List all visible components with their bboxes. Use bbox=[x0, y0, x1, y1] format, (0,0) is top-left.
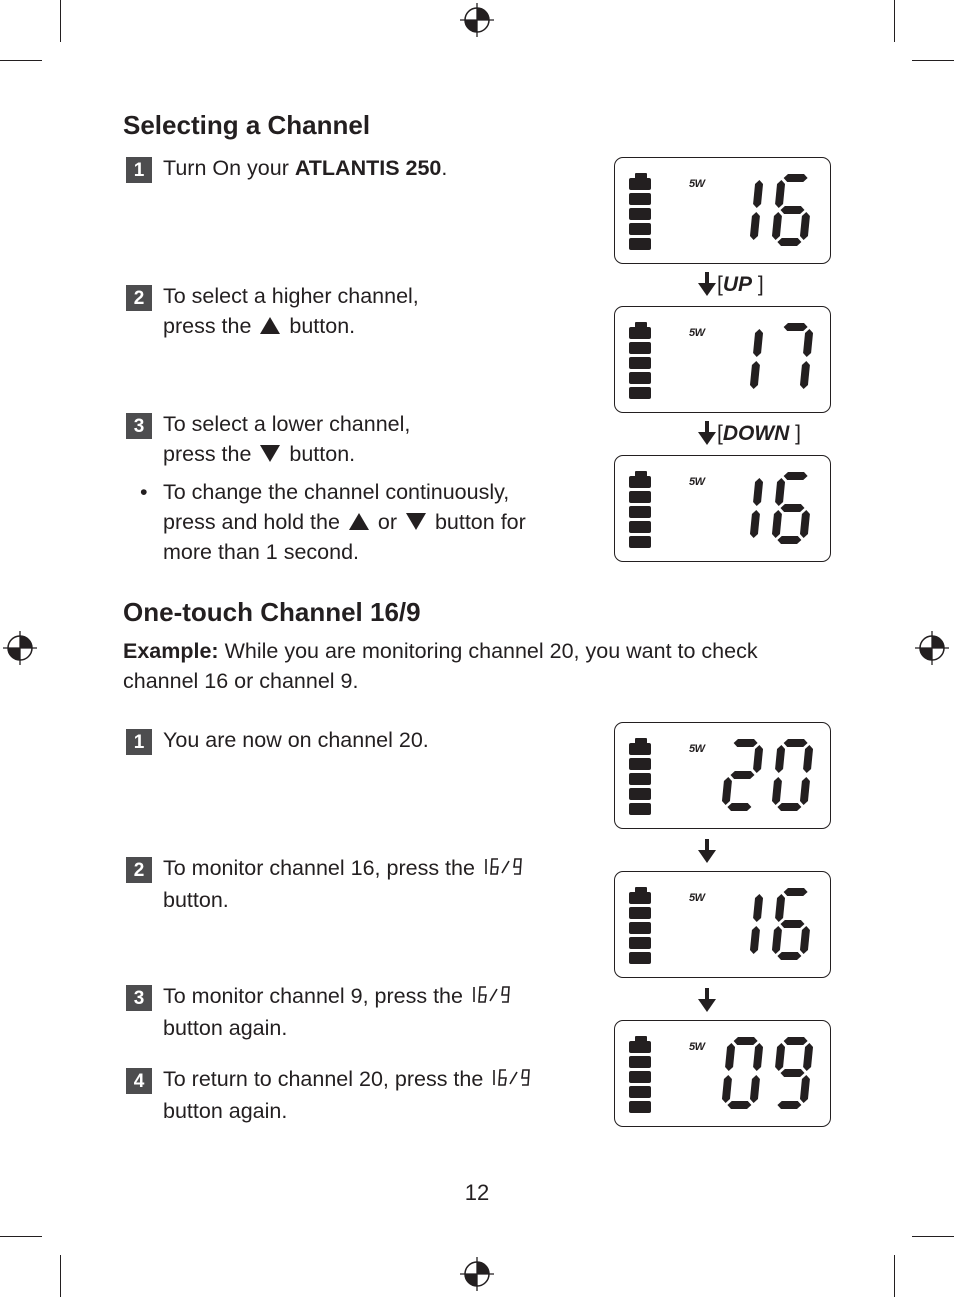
power-indicator: 5W bbox=[689, 1041, 705, 1053]
lcd-segment bbox=[775, 1043, 785, 1071]
step-number-badge: 4 bbox=[126, 1068, 152, 1094]
lcd-segment bbox=[777, 536, 801, 544]
power-indicator: 5W bbox=[689, 476, 705, 488]
lcd-display bbox=[614, 722, 831, 829]
lcd-segment bbox=[781, 504, 805, 512]
down-arrow-button-icon bbox=[260, 445, 280, 462]
channel-digits bbox=[615, 872, 829, 976]
lcd-segment bbox=[750, 510, 760, 538]
power-indicator: 5W bbox=[689, 743, 705, 755]
lcd-digit bbox=[750, 894, 763, 954]
lcd-segment bbox=[750, 926, 760, 954]
crop-mark bbox=[912, 1236, 954, 1237]
lcd-digit bbox=[750, 478, 763, 538]
example-paragraph: Example: While you are monitoring channel 20, you want to check channel 16 or channel 9. bbox=[123, 639, 758, 693]
lcd-display bbox=[614, 157, 831, 264]
down-arrow-icon bbox=[697, 420, 717, 446]
lcd-segment bbox=[803, 329, 813, 357]
lcd-digit bbox=[722, 739, 763, 811]
step-text: To select a higher channel, press the button. bbox=[163, 284, 419, 338]
section-title-selecting-channel: Selecting a Channel bbox=[123, 110, 371, 140]
step-number-badge: 1 bbox=[126, 157, 152, 183]
crop-mark bbox=[894, 1255, 895, 1297]
lcd-segment bbox=[784, 472, 808, 480]
lcd-segment bbox=[753, 894, 763, 922]
lcd-digit bbox=[722, 1037, 763, 1109]
lcd-digit bbox=[772, 739, 813, 811]
page-number: 12 bbox=[464, 1180, 490, 1205]
transition-up-label: [UP ] bbox=[697, 271, 764, 297]
channel-digits bbox=[615, 158, 829, 262]
bullet-text: To change the channel continuously, press and hold the or button for more than 1 second. bbox=[163, 480, 526, 564]
16-9-button-icon bbox=[483, 855, 529, 885]
lcd-segment bbox=[772, 212, 782, 240]
down-arrow-icon bbox=[697, 271, 717, 297]
lcd-segment bbox=[781, 920, 805, 928]
lcd-segment bbox=[800, 926, 810, 954]
lcd-digit bbox=[750, 180, 763, 240]
power-indicator: 5W bbox=[689, 892, 705, 904]
down-arrow-icon bbox=[697, 987, 717, 1013]
lcd-display bbox=[614, 1020, 831, 1127]
lcd-display bbox=[614, 455, 831, 562]
lcd-segment bbox=[753, 1043, 763, 1071]
power-indicator: 5W bbox=[689, 327, 705, 339]
crop-mark bbox=[912, 60, 954, 61]
down-arrow-icon bbox=[697, 838, 717, 864]
lcd-segment bbox=[784, 739, 808, 747]
lcd-segment bbox=[781, 1069, 805, 1077]
lcd-segment bbox=[775, 745, 785, 773]
up-arrow-button-icon bbox=[349, 513, 369, 530]
lcd-segment bbox=[772, 926, 782, 954]
registration-mark-right bbox=[914, 630, 950, 666]
lcd-segment bbox=[803, 745, 813, 773]
lcd-digit bbox=[772, 174, 810, 246]
lcd-segment bbox=[777, 1101, 801, 1109]
lcd-digit bbox=[772, 472, 810, 544]
lcd-segment bbox=[725, 1043, 735, 1071]
step-text: To monitor channel 9, press the button again. bbox=[163, 981, 519, 1043]
lcd-segment bbox=[800, 212, 810, 240]
lcd-segment bbox=[753, 180, 763, 208]
lcd-segment bbox=[750, 1075, 760, 1103]
lcd-segment bbox=[734, 739, 758, 747]
lcd-segment bbox=[800, 510, 810, 538]
lcd-segment bbox=[753, 745, 763, 773]
up-arrow-button-icon bbox=[260, 317, 280, 334]
step-text: You are now on channel 20. bbox=[163, 728, 429, 752]
lcd-segment bbox=[775, 180, 785, 208]
step-number-badge: 3 bbox=[126, 985, 152, 1011]
step-text: To select a lower channel, press the button. bbox=[163, 412, 411, 466]
down-arrow-button-icon bbox=[406, 513, 426, 530]
lcd-segment bbox=[800, 1075, 810, 1103]
step-text: To monitor channel 16, press the button. bbox=[163, 853, 531, 915]
lcd-segment bbox=[781, 206, 805, 214]
lcd-segment bbox=[753, 329, 763, 357]
lcd-segment bbox=[803, 1043, 813, 1071]
step-text: Turn On your ATLANTIS 250. bbox=[163, 156, 448, 180]
lcd-segment bbox=[784, 888, 808, 896]
registration-mark-bottom bbox=[459, 1256, 495, 1292]
lcd-display bbox=[614, 306, 831, 413]
lcd-segment bbox=[722, 777, 732, 805]
channel-digits bbox=[615, 1021, 829, 1125]
lcd-digit bbox=[784, 323, 813, 389]
lcd-segment bbox=[775, 478, 785, 506]
lcd-digit bbox=[750, 329, 763, 389]
transition-down-label: [DOWN ] bbox=[697, 420, 801, 446]
lcd-digit bbox=[772, 888, 810, 960]
power-indicator: 5W bbox=[689, 178, 705, 190]
lcd-segment bbox=[772, 510, 782, 538]
lcd-digit bbox=[775, 1037, 813, 1109]
lcd-segment bbox=[784, 323, 808, 331]
lcd-display bbox=[614, 871, 831, 978]
crop-mark bbox=[60, 0, 61, 42]
step-text: To return to channel 20, press the button again. bbox=[163, 1064, 539, 1126]
lcd-segment bbox=[772, 777, 782, 805]
registration-mark-top bbox=[459, 2, 495, 38]
crop-mark bbox=[60, 1255, 61, 1297]
crop-mark bbox=[0, 60, 42, 61]
lcd-segment bbox=[777, 238, 801, 246]
lcd-segment bbox=[784, 174, 808, 182]
section-title-one-touch: One-touch Channel 16/9 bbox=[123, 597, 421, 627]
lcd-segment bbox=[734, 1037, 758, 1045]
lcd-segment bbox=[775, 894, 785, 922]
crop-mark bbox=[0, 1236, 42, 1237]
step-number-badge: 2 bbox=[126, 857, 152, 883]
16-9-button-icon bbox=[491, 1066, 537, 1096]
channel-digits bbox=[615, 307, 829, 411]
lcd-segment bbox=[777, 952, 801, 960]
lcd-segment bbox=[784, 1037, 808, 1045]
bullet-mark: • bbox=[140, 480, 148, 504]
channel-digits bbox=[615, 723, 829, 827]
lcd-segment bbox=[722, 1075, 732, 1103]
crop-mark bbox=[894, 0, 895, 42]
step-number-badge: 1 bbox=[126, 729, 152, 755]
lcd-segment bbox=[750, 212, 760, 240]
step-number-badge: 2 bbox=[126, 285, 152, 311]
lcd-segment bbox=[753, 478, 763, 506]
lcd-segment bbox=[800, 777, 810, 805]
lcd-segment bbox=[800, 361, 810, 389]
channel-digits bbox=[615, 456, 829, 560]
16-9-button-icon bbox=[471, 983, 517, 1013]
lcd-segment bbox=[727, 1101, 751, 1109]
lcd-segment bbox=[727, 803, 751, 811]
step-number-badge: 3 bbox=[126, 413, 152, 439]
lcd-segment bbox=[731, 771, 755, 779]
lcd-segment bbox=[750, 361, 760, 389]
lcd-segment bbox=[777, 803, 801, 811]
registration-mark-left bbox=[2, 630, 38, 666]
